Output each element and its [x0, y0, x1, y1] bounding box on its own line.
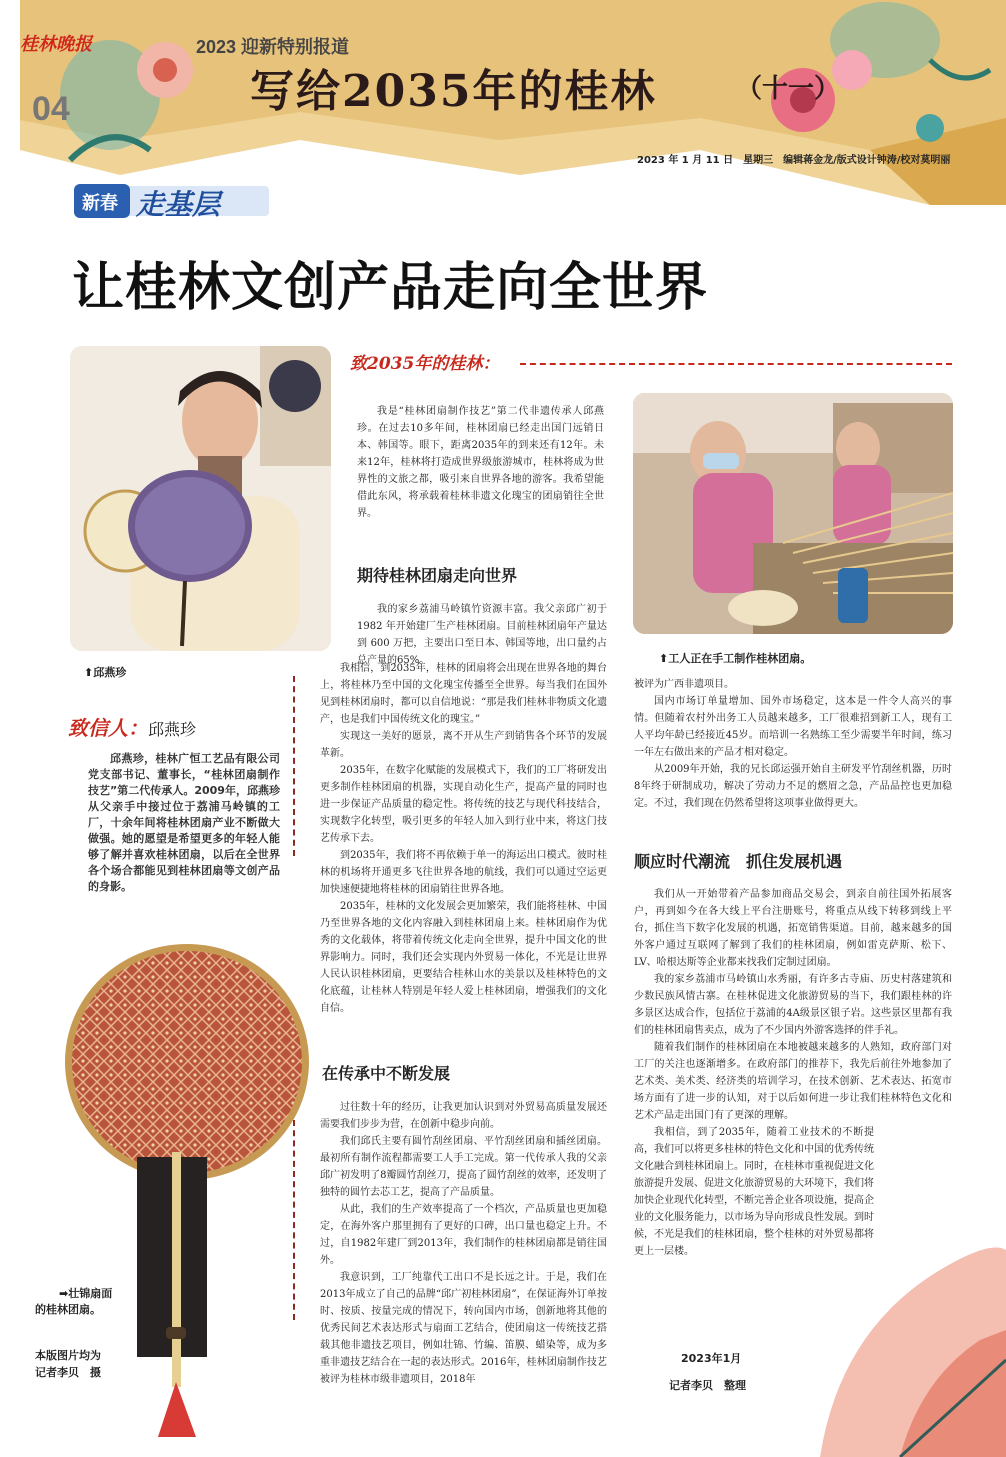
decorative-petal [780, 1210, 1006, 1457]
page-number: 04 [32, 90, 70, 128]
column-divider [293, 676, 295, 856]
section1-paragraph: 到2035年，我们将不再依赖于单一的海运出口模式。彼时桂林的机场将开通更多飞往世界各地的航线，我们可以通过空运更加快速便捷地将桂林的团扇销往世界各地。 [320, 850, 607, 895]
sender-name: 邱燕珍 [148, 720, 197, 739]
series-number: （十一） [736, 74, 841, 104]
section2-col-a [320, 1099, 607, 1388]
letter-label-rule [520, 363, 952, 365]
section2-col-c [634, 693, 952, 812]
section2-paragraph: 我意识到，工厂纯靠代工出口不是长远之计。于是，我们在2013年成立了自己的品牌“邱广初桂林团扇”，在保证海外订单按时、按质、按量完成的情况下，转向国内市场，创新地将其他的优秀民间艺术表达形式与扇面工艺结合，使团扇这一传统技艺搭载其他非遗技艺项目，例如壮锦、竹编、笛膜、蜡染等，成为多重非遗技艺结合在一起的表达形式。2016年，桂林团扇制作技艺被评为桂林市级非遗项目，2018年 [320, 1272, 607, 1385]
section2-paragraph: 过往数十年的经历，让我更加认识到对外贸易高质量发展还需要我们步步为营，在创新中稳步向前。 [320, 1102, 607, 1130]
section2-paragraph: 从2009年开始，我的兄长邱运强开始自主研发平竹刮丝机器，历时8年终于研制成功，解决了劳动力不足的燃眉之急，产品品控也更加稳定。不过，我们现在仍然希望将这项事业做得更大。 [634, 764, 952, 809]
section2-paragraph: 被评为广西非遗项目。 [634, 679, 734, 690]
series-title: 写给2035年的桂林 [250, 66, 657, 117]
sender-bio [88, 751, 280, 895]
section-tag-part1: 新春 [82, 193, 118, 214]
section1-paragraph: 我的家乡荔浦马岭镇竹资源丰富。我父亲邱广初于 1982 年开始建厂生产桂林团扇。目前桂林团扇年产量达到 600 万把，主要出口至日本、韩国等地，出口量约占总产量的65%。 [357, 604, 607, 666]
section-tag [74, 180, 269, 220]
workers-caption: ⬆工人正在手工制作桂林团扇。 [659, 652, 812, 665]
section1-heading: 期待桂林团扇走向世界 [357, 566, 518, 585]
section1-paragraph: 实现这一美好的愿景，离不开从生产到销售各个环节的发展革新。 [320, 731, 607, 759]
portrait-caption: ⬆邱燕珍 [84, 666, 127, 679]
letter-label: 致2035年的桂林： [350, 354, 500, 374]
workers-photo [633, 393, 953, 634]
photo-credit-line2: 记者李贝 摄 [35, 1366, 101, 1379]
section3-paragraph: 我们从一开始带着产品参加商品交易会，到亲自前往国外拓展客户，再到如今在各大线上平台注册账号，将重点从线下转移到线上平台，抓住当下数字化发展的机遇，拓宽销售渠道。目前，越来越多的国外客户通过互联网了解到了我们的桂林团扇，例如雷克萨斯、松下、LV、哈根达斯等企业都来找我们定制过团扇。 [634, 889, 952, 968]
section1-paragraph: 我相信，到2035年，桂林的团扇将会出现在世界各地的舞台上，将桂林乃至中国的文化瑰宝传播至全世界。每当我们在国外见到桂林团扇时，都可以自信地说：“那是我们桂林非物质文化遗产，也是我们中国传统文化的瑰宝。” [320, 663, 607, 725]
dateline: 2023 年 1 月 11 日 星期三 编辑蒋金龙/版式设计钟涛/校对莫明丽 [637, 155, 951, 166]
workers-illustration [633, 393, 953, 634]
section2-paragraph: 我们邱氏主要有圆竹刮丝团扇、平竹刮丝团扇和插丝团扇。最初所有制作流程都需要工人手工完成。第一代传承人我的父亲邱广初发明了8瓣圆竹刮丝刀，提高了圆竹刮丝的效率，还发明了独特的圆竹去芯工艺，提高了产品质量。 [320, 1136, 607, 1198]
section2-paragraph: 国内市场订单量增加、国外市场稳定，这本是一件令人高兴的事情。但随着农村外出务工人员越来越多，工厂很难招到新工人，现有工人平均年龄已经接近45岁。而培训一名熟练工至少需要半年时间，练习一年左右做出来的产品才相对稳定。 [634, 696, 952, 758]
fan-caption-line2: 的桂林团扇。 [35, 1303, 101, 1316]
sender-line [68, 712, 196, 741]
section3-paragraph: 我相信，到了2035年，随着工业技术的不断提高，我们可以将更多桂林的特色文化和中国的优秀传统文化融合到桂林团扇上。同时，在桂林市重视促进文化旅游提升发展、促进文化旅游贸易的大环境下，我们将加快企业现代化转型，不断完善企业各项设施，提高企业的文化服务能力，以市场为导向形成良性发展。到时候，不光是我们的桂林团扇，整个桂林的对外贸易都将更上一层楼。 [634, 1127, 874, 1257]
column-divider-lower [293, 1120, 295, 1320]
masthead-logo: 桂林晚报 [20, 34, 92, 55]
portrait-photo [70, 346, 331, 651]
section2-heading: 在传承中不断发展 [322, 1064, 451, 1083]
zhuangjin-fan-illustration [62, 942, 322, 1437]
portrait-illustration [70, 346, 331, 651]
section1-paragraph: 2035年，在数字化赋能的发展模式下，我们的工厂将研发出更多制作桂林团扇的机器，实现自动化生产，提高产量的同时也进一步保证产品质量的稳定性。将传统的技艺与现代科技结合，实现数字化转型，吸引更多的年轻人加入到行业中来，将这门技艺传承下去。 [320, 765, 607, 844]
section2-col-b [634, 676, 952, 693]
section3-col [634, 886, 952, 1260]
intro-paragraph [357, 403, 604, 522]
headline: 让桂林文创产品走向全世界 [72, 258, 709, 318]
intro-text: 我是“桂林团扇制作技艺”第二代非遗传承人邱燕珍。在过去10多年间，桂林团扇已经走出国门远销日本、韩国等。眼下，距离2035年的到来还有12年。未来12年，桂林将打造成世界级旅游城市，桂林将成为世界性的文旅之都，吸引来自世界各地的游客。我希望能借此东风，将承载着桂林非遗文化瑰宝的团扇销往全世界。 [357, 406, 604, 519]
fan-caption-line1: ➡壮锦扇面 [59, 1287, 113, 1300]
section3-heading: 顺应时代潮流 抓住发展机遇 [634, 852, 843, 871]
special-report-label: 2023 迎新特别报道 [196, 37, 350, 57]
sign-reporter: 记者李贝 整理 [669, 1379, 746, 1392]
section1-col-b [320, 660, 607, 1017]
sign-date: 2023年1月 [681, 1352, 742, 1365]
section1-col-a [357, 601, 607, 669]
photo-credit-line1: 本版图片均为 [35, 1349, 101, 1362]
section3-paragraph: 我的家乡荔浦市马岭镇山水秀丽，有许多古寺庙、历史村落建筑和少数民族风情古寨。在桂林促进文化旅游贸易的当下，我们跟桂林的许多景区达成合作，包括位于荔浦的4A级景区银子岩。这些景区里都有我们的桂林团扇售卖点，成为了不少国内外游客选择的伴手礼。 [634, 974, 952, 1036]
section3-paragraph: 随着我们制作的桂林团扇在本地被越来越多的人熟知，政府部门对工厂的关注也逐渐增多。在政府部门的推荐下，我先后前往外地参加了艺术类、美术类、经济类的培训学习，在技术创新、艺术表达、拓宽市场方面有了进一步的认知，对于以后如何进一步让我们桂林特色文化和艺术产品走出国门有了更深的理解。 [634, 1042, 952, 1121]
section-tag-part2: 走基层 [136, 188, 221, 221]
sender-bio-text: 邱燕珍，桂林广恒工艺品有限公司党支部书记、董事长，“桂林团扇制作技艺”第二代传承人。2009年，邱燕珍从父亲手中接过位于荔浦马岭镇的工厂，十余年间将桂林团扇产业不断做大做强。她的愿望是希望更多的年轻人能够了解并喜欢桂林团扇，以后在全世界各个场合都能见到桂林团扇等文创产品的身影。 [88, 752, 280, 893]
sender-label: 致信人： [68, 716, 148, 740]
section2-paragraph: 从此，我们的生产效率提高了一个档次，产品质量也更加稳定，在海外客户那里拥有了更好的口碑，出口量也稳定上升。不过，自1982年建厂到2013年，我们制作的桂林团扇都是销往国外。 [320, 1204, 607, 1266]
section1-paragraph: 2035年，桂林的文化发展会更加繁荣，我们能将桂林、中国乃至世界各地的文化内容融入到桂林团扇上来。桂林团扇作为优秀的文化载体，将带着传统文化走向全世界，提升中国文化的世界影响力。同时，我们还会实现内外贸易一体化，不光是让世界人民认识桂林团扇，更要结合桂林山水的美景以及桂林特色的文化底蕴，让桂林人特别是年轻人爱上桂林团扇，增强我们的文化自信。 [320, 901, 607, 1014]
